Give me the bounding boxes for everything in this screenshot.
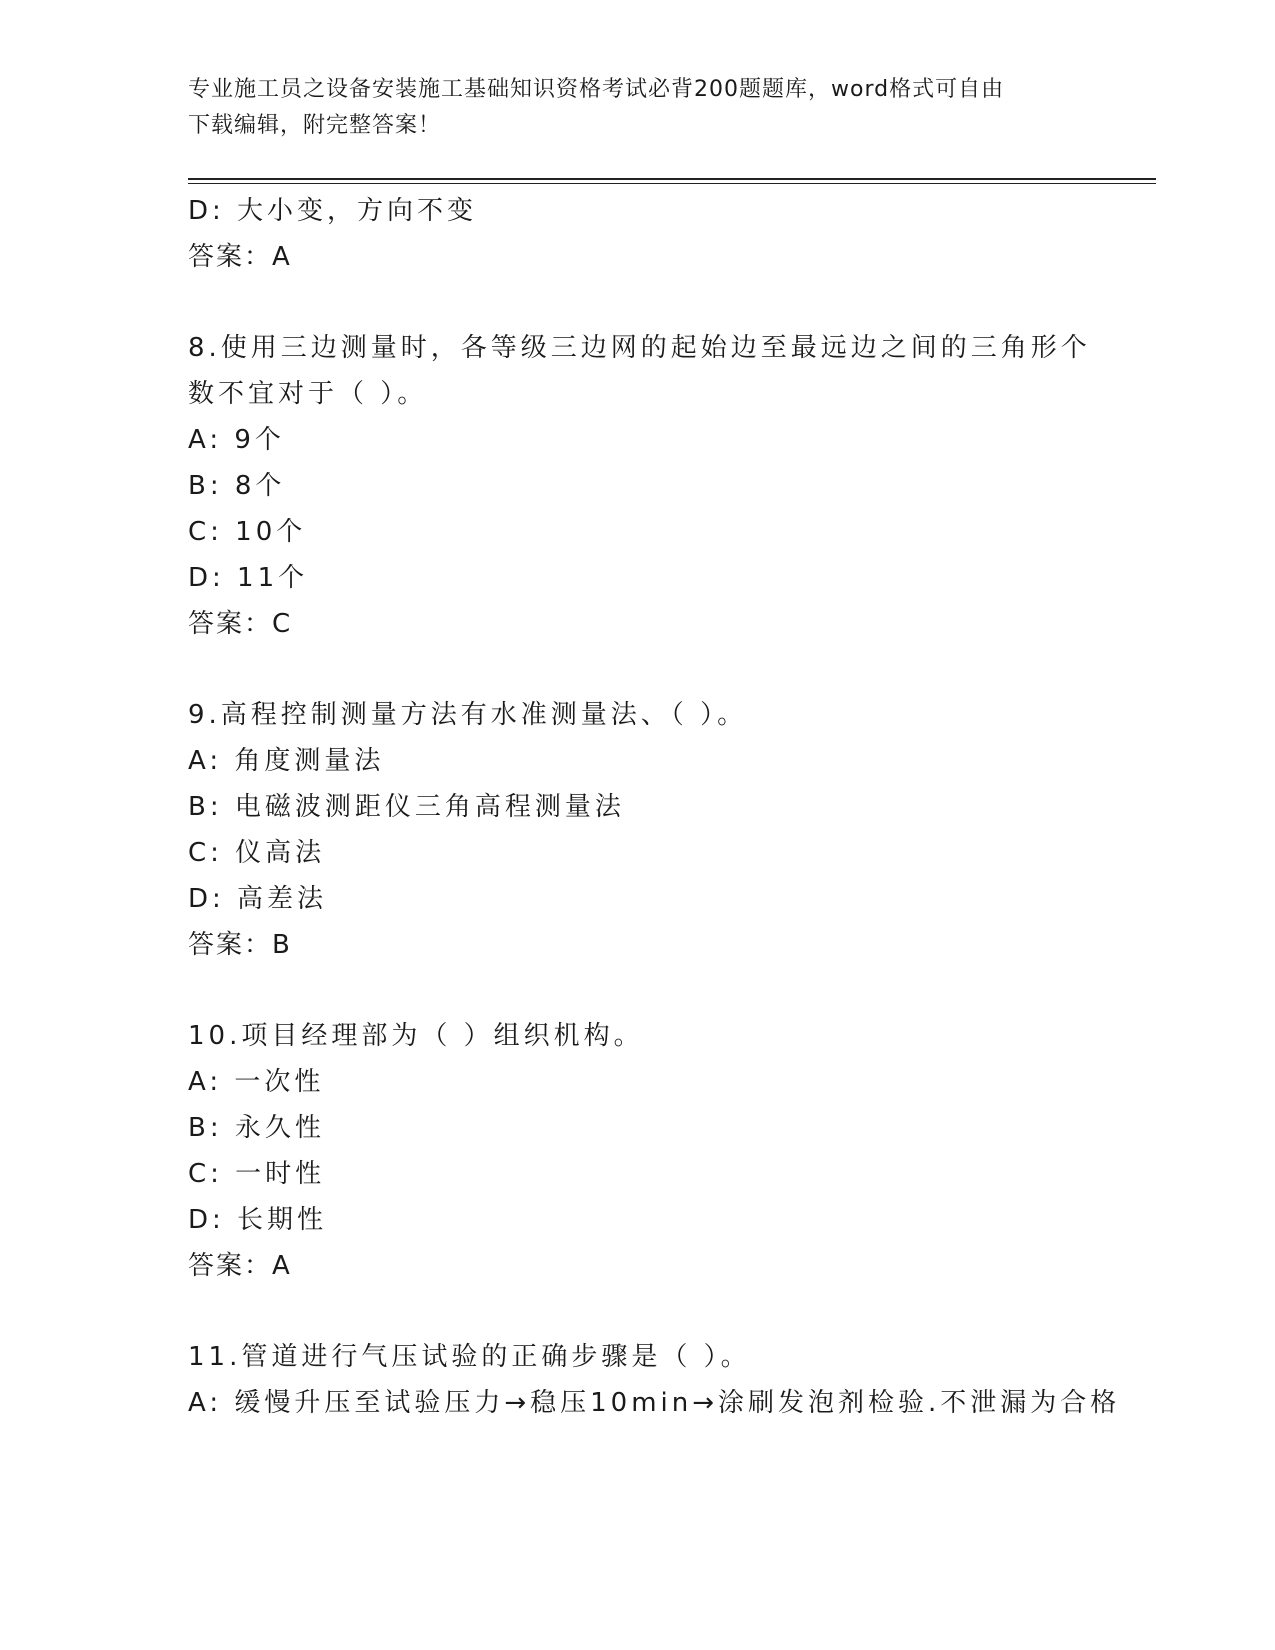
header-divider-thin xyxy=(188,183,1156,184)
answer-line: 答案：A xyxy=(188,242,292,272)
spacer xyxy=(188,647,1088,692)
option-b: B: 电磁波测距仪三角高程测量法 xyxy=(188,792,625,822)
option-b: B: 8个 xyxy=(188,471,286,501)
option-a: A: 角度测量法 xyxy=(188,746,385,776)
question-stem: 8.使用三边测量时，各等级三边网的起始边至最远边之间的三角形个 xyxy=(188,333,1091,363)
answer-line: 答案：A xyxy=(188,1251,292,1281)
option-a: A: 一次性 xyxy=(188,1067,325,1097)
question-stem-continued: 数不宜对于（ ）。 xyxy=(188,379,428,409)
document-header xyxy=(188,72,1088,144)
option-d: D: 11个 xyxy=(188,563,309,593)
question-stem: 11.管道进行气压试验的正确步骤是（ ）。 xyxy=(188,1342,751,1372)
question-stem: 10.项目经理部为（ ）组织机构。 xyxy=(188,1021,644,1051)
option-d: D: 大小变，方向不变 xyxy=(188,196,478,226)
option-a: A: 9个 xyxy=(188,425,285,455)
question-list xyxy=(188,188,1121,1426)
question-10 xyxy=(188,1013,1088,1289)
answer-line: 答案：C xyxy=(188,609,293,639)
option-d: D: 高差法 xyxy=(188,884,328,914)
option-c: C: 10个 xyxy=(188,517,307,547)
option-c: C: 仪高法 xyxy=(188,838,326,868)
spacer xyxy=(188,280,1088,325)
header-line-2: 下载编辑，附完整答案！ xyxy=(188,113,442,138)
question-8 xyxy=(188,325,1091,647)
answer-line: 答案：B xyxy=(188,930,292,960)
option-d: D: 长期性 xyxy=(188,1205,328,1235)
header-line-1: 专业施工员之设备安装施工基础知识资格考试必背200题题库，word格式可自由 xyxy=(188,77,1005,102)
question-stem: 9.高程控制测量方法有水准测量法、（ ）。 xyxy=(188,700,748,730)
option-a: A: 缓慢升压至试验压力→稳压10min→涂刷发泡剂检验.不泄漏为合格 xyxy=(188,1388,1121,1418)
option-b: B: 永久性 xyxy=(188,1113,325,1143)
question-9 xyxy=(188,692,1088,968)
question-11 xyxy=(188,1334,1121,1426)
spacer xyxy=(188,1289,1088,1334)
header-divider-thick xyxy=(188,178,1156,180)
option-c: C: 一时性 xyxy=(188,1159,326,1189)
spacer xyxy=(188,968,1088,1013)
question-7-tail xyxy=(188,188,1088,280)
